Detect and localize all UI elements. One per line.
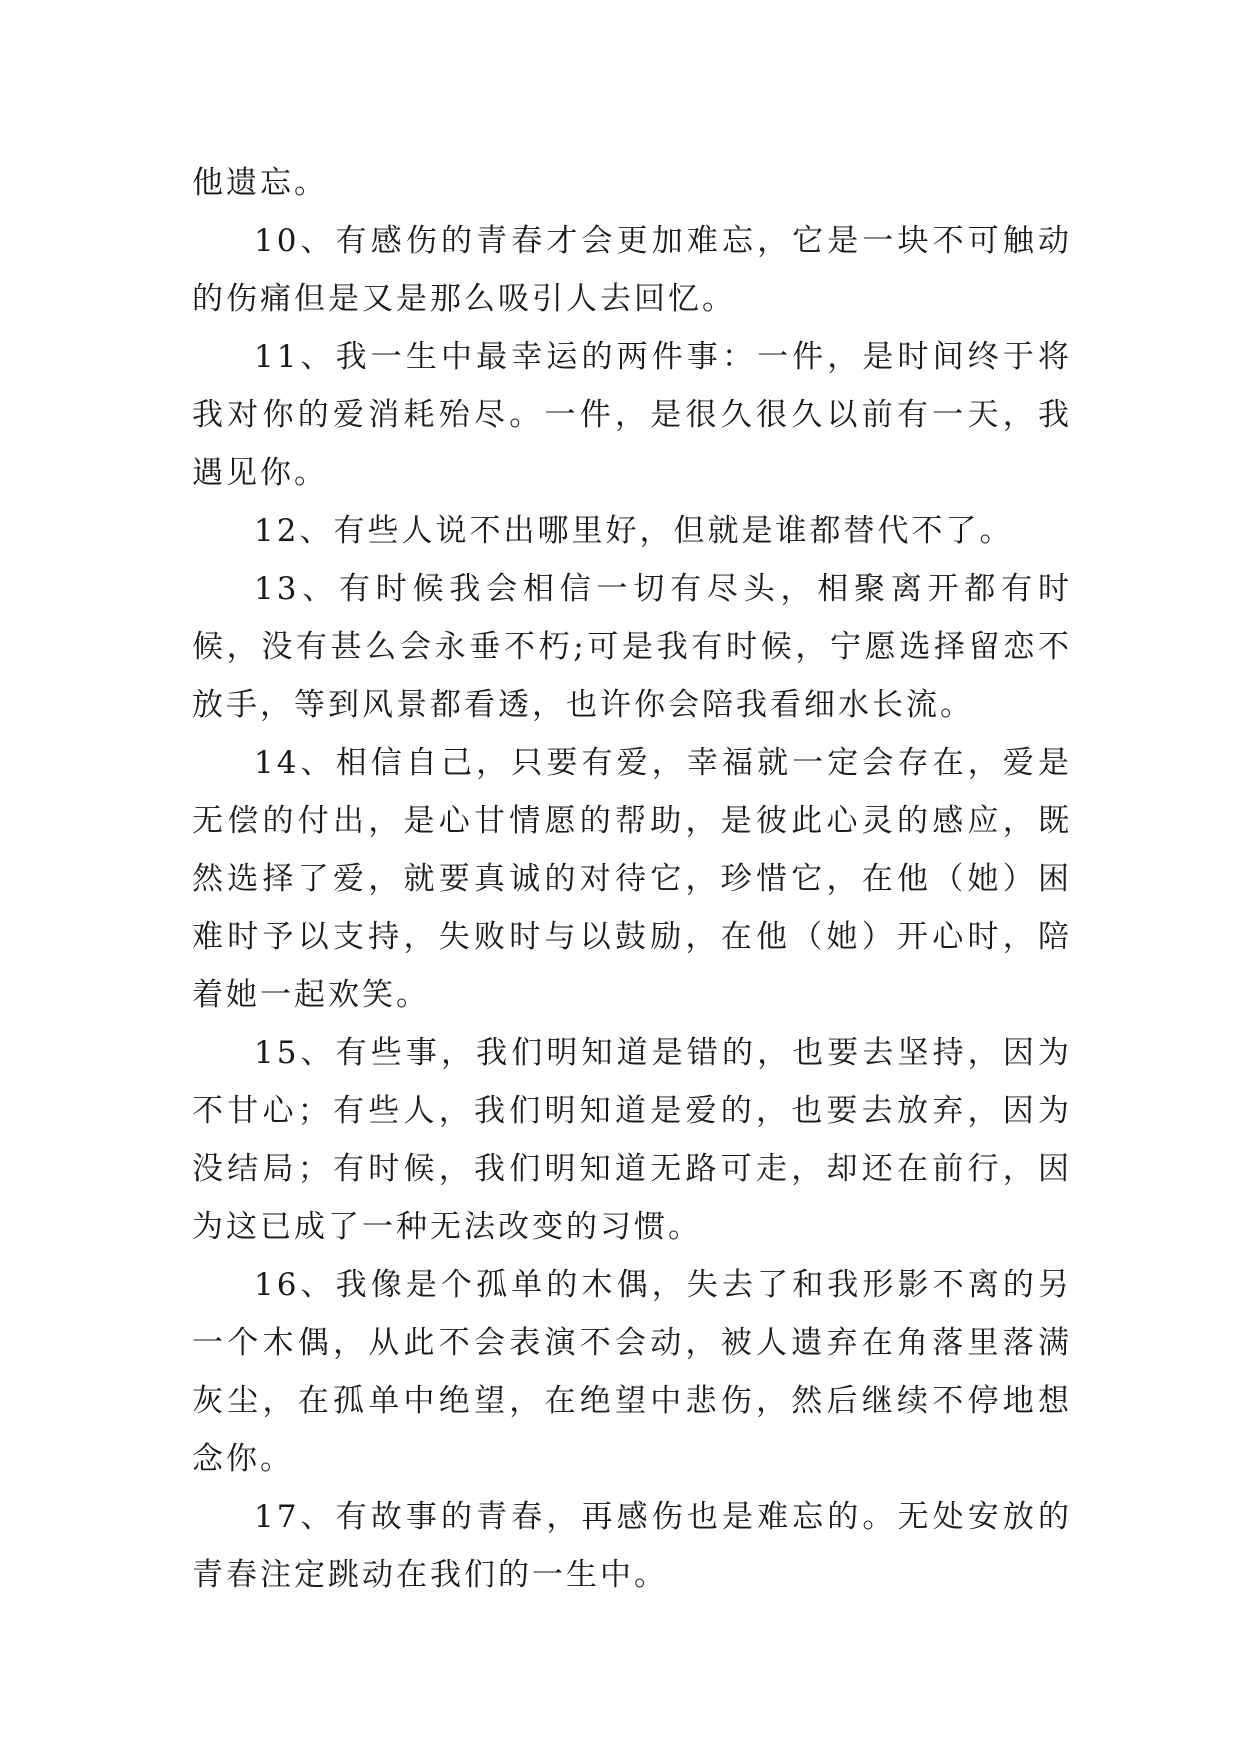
paragraph-11: 11、我一生中最幸运的两件事：一件，是时间终于将我对你的爱消耗殆尽。一件，是很久很久以前有一天，我遇见你。 [192, 339, 1072, 491]
paragraph-13: 13、有时候我会相信一切有尽头，相聚离开都有时候，没有甚么会永垂不朽;可是我有时候，宁愿选择留恋不放手，等到风景都看透，也许你会陪我看细水长流。 [192, 571, 1072, 723]
paragraph-15: 15、有些事，我们明知道是错的，也要去坚持，因为不甘心；有些人，我们明知道是爱的，也要去放弃，因为没结局；有时候，我们明知道无路可走，却还在前行，因为这已成了一种无法改变的习惯。 [192, 1035, 1072, 1245]
paragraph-14: 14、相信自己，只要有爱，幸福就一定会存在，爱是无偿的付出，是心甘情愿的帮助，是彼此心灵的感应，既然选择了爱，就要真诚的对待它，珍惜它，在他（她）困难时予以支持，失败时与以鼓励，在他（她）开心时，陪着她一起欢笑。 [192, 745, 1072, 1013]
paragraph-17: 17、有故事的青春，再感伤也是难忘的。无处安放的青春注定跳动在我们的一生中。 [192, 1499, 1072, 1593]
paragraph-10: 10、有感伤的青春才会更加难忘，它是一块不可触动的伤痛但是又是那么吸引人去回忆。 [192, 223, 1072, 317]
paragraph-continuation: 他遗忘。 [192, 165, 328, 201]
paragraph-12: 12、有些人说不出哪里好，但就是谁都替代不了。 [254, 513, 1014, 549]
document-body [192, 154, 1072, 1604]
paragraph-16: 16、我像是个孤单的木偶，失去了和我形影不离的另一个木偶，从此不会表演不会动，被人遗弃在角落里落满灰尘，在孤单中绝望，在绝望中悲伤，然后继续不停地想念你。 [192, 1267, 1072, 1477]
